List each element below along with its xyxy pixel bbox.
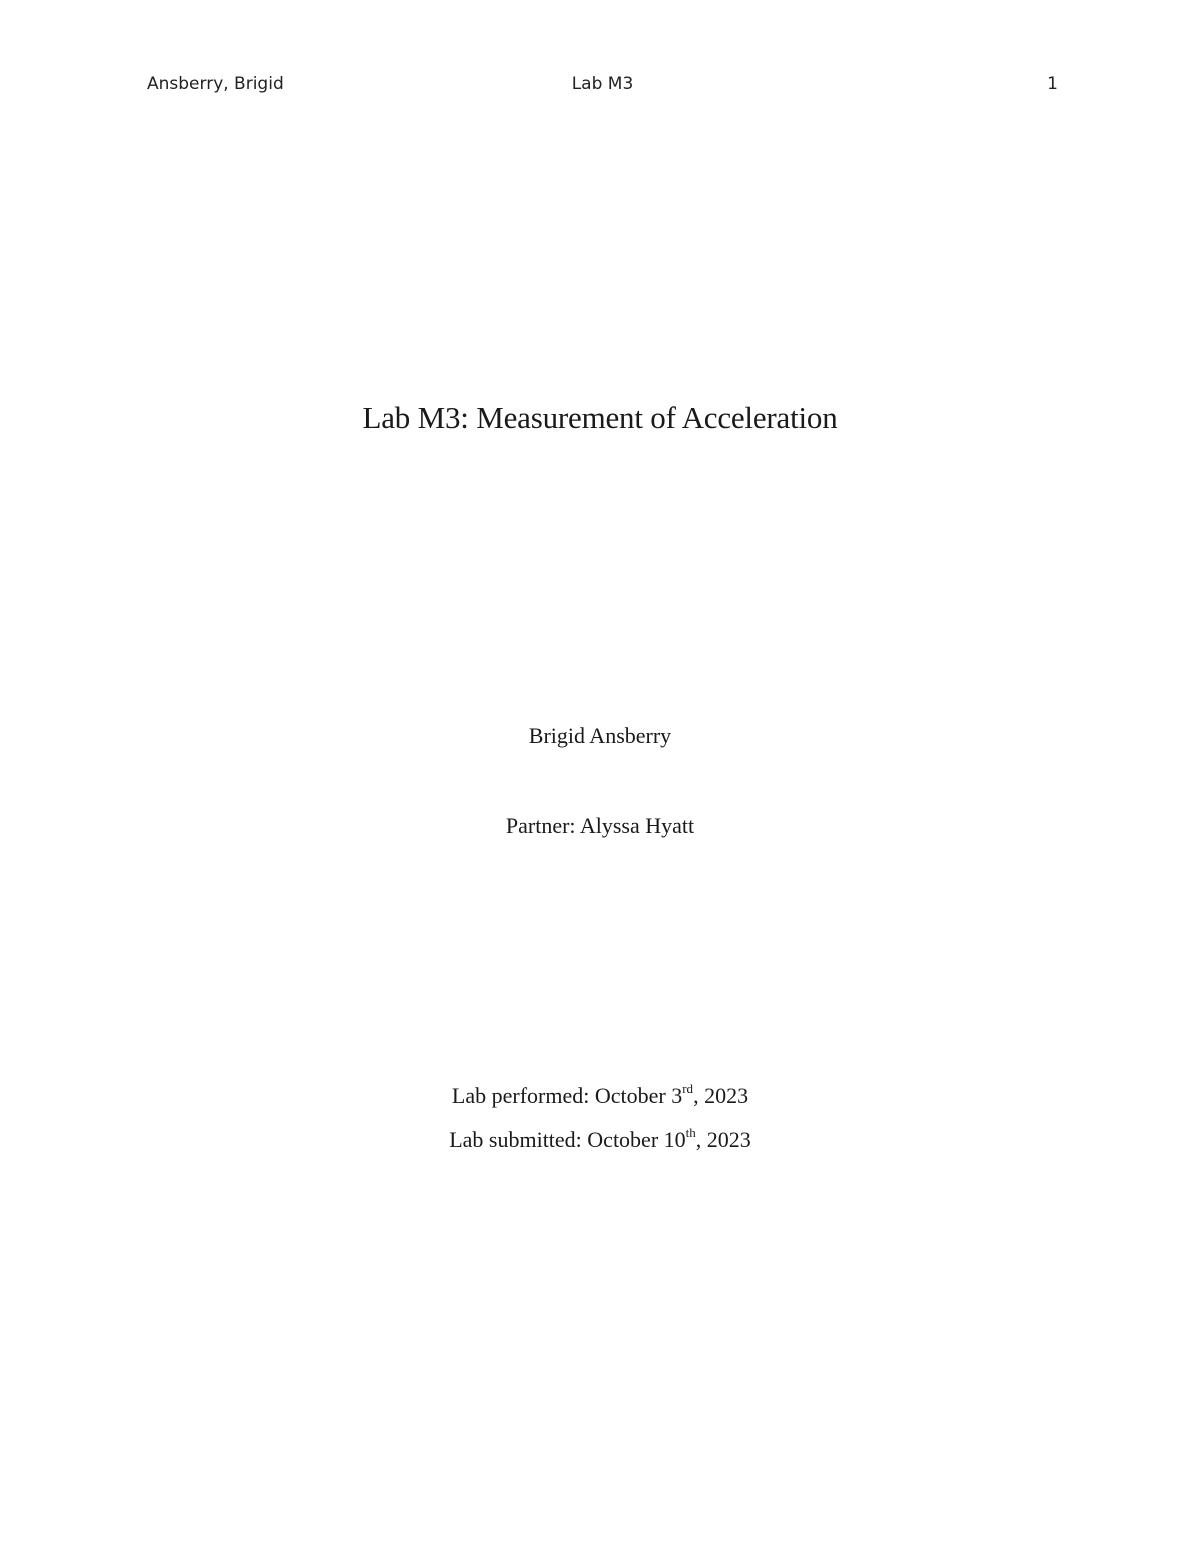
author-name: Brigid Ansberry — [528, 723, 672, 748]
performed-date-year: , 2023 — [693, 1083, 749, 1108]
submitted-date-ordinal: th — [685, 1124, 696, 1140]
submitted-date — [0, 1124, 1200, 1153]
header-title: Lab M3 — [571, 74, 634, 94]
header-author: Ansberry, Brigid — [147, 74, 284, 94]
submitted-date-year: , 2023 — [695, 1127, 751, 1152]
partner-name: Partner: Alyssa Hyatt — [505, 813, 695, 838]
performed-date — [0, 1080, 1200, 1109]
page-header — [147, 74, 1058, 100]
performed-date-ordinal: rd — [682, 1080, 694, 1096]
document-title: Lab M3: Measurement of Acceleration — [362, 400, 838, 435]
submitted-date-prefix: Lab submitted: October 10 — [449, 1127, 686, 1152]
performed-date-prefix: Lab performed: October 3 — [451, 1083, 683, 1108]
page-number: 1 — [1047, 74, 1058, 94]
